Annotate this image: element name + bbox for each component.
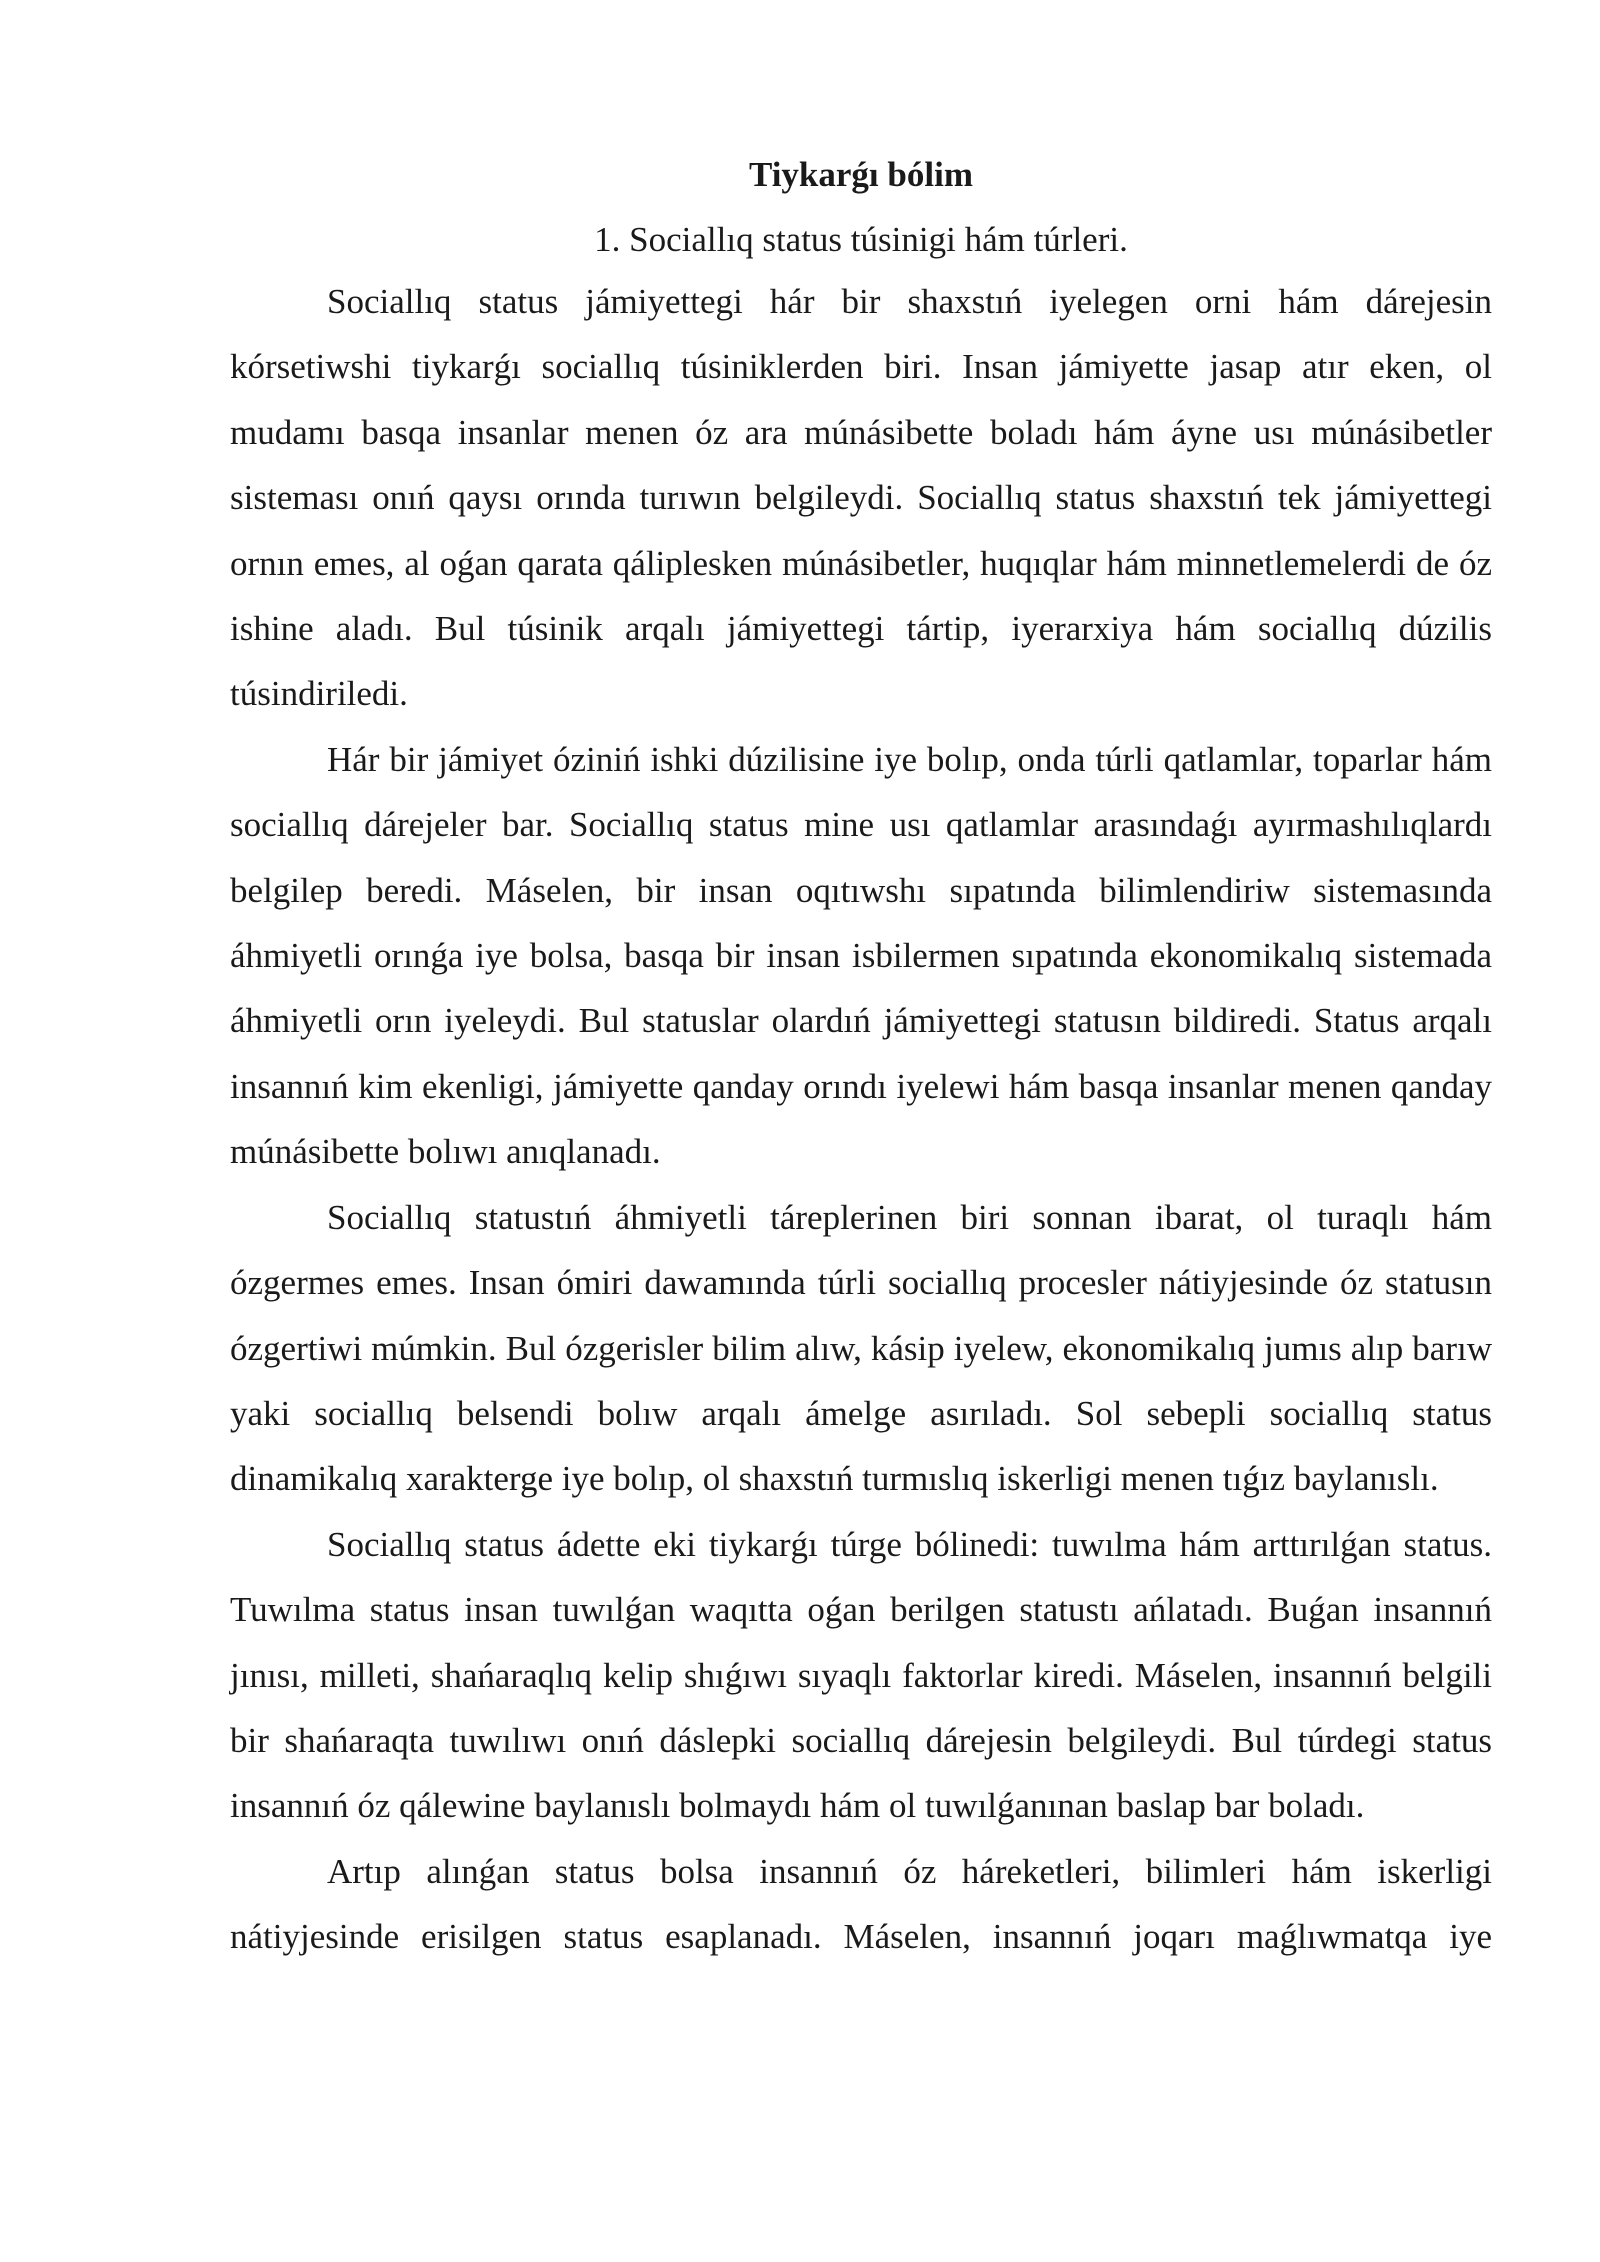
paragraph-4: Sociallıq status ádette eki tiykarǵı túrge bólinedi: tuwılma hám arttırılǵan status. Tuwılma status insan tuwılǵan waqıtta oǵan berilgen statustı ańlatadı. Buǵan insannıń jınısı, milleti, shańaraqlıq kelip shıǵıwı sıyaqlı faktorlar kiredi. Máselen, insannıń belgili bir shańaraqta tuwılıwı onıń dáslepki sociallıq dárejesin belgileydi. Bul túrdegi status insannıń óz qálewine baylanıslı bolmaydı hám ol tuwılǵanınan baslap bar boladı. [230, 1524, 1492, 1826]
subsection-title: 1. Sociallıq status túsinigi hám túrleri. [594, 220, 1128, 259]
paragraph-2: Hár bir jámiyet óziniń ishki dúzilisine iye bolıp, onda túrli qatlamlar, toparlar hám sociallıq dárejeler bar. Sociallıq status mine usı qatlamlar arasındaǵı ayırmashılıqlardı belgilep beredi. Máselen, bir insan oqıtıwshı sıpatında bilimlendiriw sistemasında áhmiyetli orınǵa iye bolsa, basqa bir insan isbilermen sıpatında ekonomikalıq sistemada áhmiyetli orın iyeleydi. Bul statuslar olardıń jámiyettegi statusın bildiredi. Status arqalı insannıń kim ekenligi, jámiyette qanday orındı iyelewi hám basqa insanlar menen qanday múnásibette bolıwı anıqlanadı. [230, 739, 1492, 1172]
paragraphs [230, 269, 1492, 1970]
paragraph-3: Sociallıq statustıń áhmiyetli táreplerinen biri sonnan ibarat, ol turaqlı hám ózgermes emes. Insan ómiri dawamında túrli sociallıq procesler nátiyjesinde óz statusın ózgertiwi múmkin. Bul ózgerisler bilim alıw, kásip iyelew, ekonomikalıq jumıs alıp barıw yaki sociallıq belsendi bolıw arqalı ámelge asırıladı. Sol sebepli sociallıq status dinamikalıq xarakterge iye bolıp, ol shaxstıń turmıslıq iskerligi menen tıǵız baylanıslı. [230, 1197, 1492, 1499]
document-body [230, 150, 1492, 1970]
section-heading: Tiykarǵı bólim [749, 155, 973, 194]
paragraph-1: Sociallıq status jámiyettegi hár bir shaxstıń iyelegen orni hám dárejesin kórsetiwshi tiykarǵı sociallıq túsiniklerden biri. Insan jámiyette jasap atır eken, ol mudamı basqa insanlar menen óz ara múnásibette boladı hám áyne usı múnásibetler sisteması onıń qaysı orında turıwın belgileydi. Sociallıq status shaxstıń tek jámiyettegi ornın emes, al oǵan qarata qáliplesken múnásibetler, huqıqlar hám minnetlemelerdi de óz ishine aladı. Bul túsinik arqalı jámiyettegi tártip, iyerarxiya hám sociallıq dúzilis túsindiriledi. [230, 282, 1492, 714]
paragraph-5: Artıp alınǵan status bolsa insannıń óz háreketleri, bilimleri hám iskerligi nátiyjesinde erisilgen status esaplanadı. Máselen, insannıń joqarı maǵlıwmatqa iye [230, 1851, 1492, 1957]
